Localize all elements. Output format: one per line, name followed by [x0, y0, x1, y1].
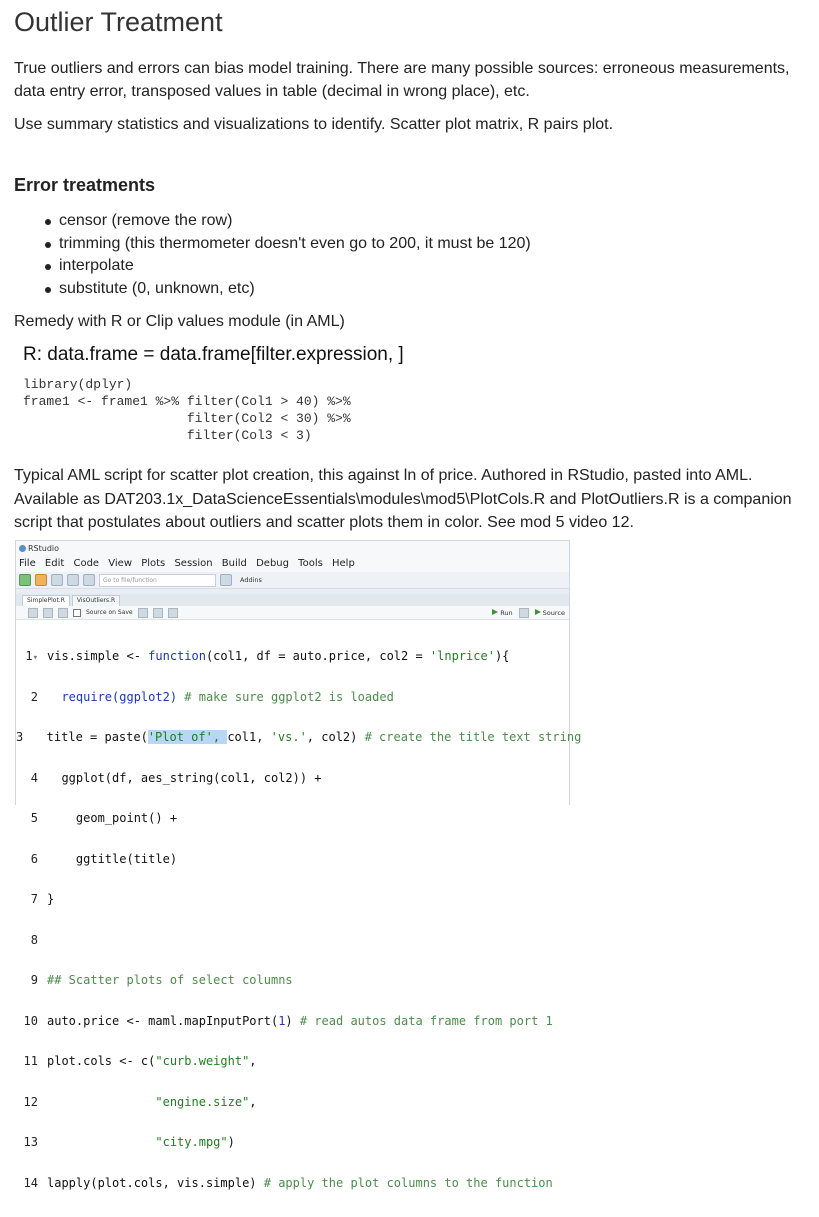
menu-tools[interactable]: Tools [298, 558, 323, 569]
back-icon[interactable] [28, 608, 38, 618]
line-number: 13 [23, 1135, 38, 1149]
line-number: 3 [16, 730, 24, 744]
menu-view[interactable]: View [108, 558, 133, 569]
menu-session[interactable]: Session [174, 558, 213, 569]
save-icon[interactable] [51, 574, 63, 586]
page [0, 0, 819, 535]
forward-icon[interactable] [43, 608, 53, 618]
code-line [16, 934, 569, 948]
line-number: 2 [30, 689, 38, 704]
aml-paragraph: Typical AML script for scatter plot creation, this against ln of price. Authored in RStudio, pasted into AML. Available as DAT203.1x_DataScienceEssentials\modules\mod5\PlotCols.R and PlotOutliers.R is a companion script that postulates about outliers and scatter plots them in color. See mod 5 video 12. [14, 467, 792, 531]
line-number: 6 [30, 851, 38, 866]
menu-file[interactable]: File [19, 558, 36, 569]
tab-visoutliers[interactable]: VisOutliers.R [72, 595, 120, 606]
source-on-save-checkbox[interactable] [73, 609, 81, 617]
source-label: Source [542, 609, 565, 617]
editor-run-group [492, 608, 565, 618]
code-line: 4 ggplot(df, aes_string(col1, col2)) + [16, 772, 569, 786]
addins-menu[interactable]: Addins [240, 576, 262, 584]
intro-paragraph: True outliers and errors can bias model training. There are many possible sources: erroneous measurements, data entry error, transposed values in table (decimal in wrong place), etc. [14, 60, 790, 100]
source-icon [535, 609, 541, 615]
goto-file-input[interactable]: Go to file/function [99, 574, 216, 587]
run-icon [492, 609, 498, 615]
main-toolbar [16, 572, 569, 589]
code-editor[interactable] [16, 620, 582, 1217]
search-icon[interactable] [138, 608, 148, 618]
source-on-save-label: Source on Save [86, 609, 133, 616]
menu-help[interactable]: Help [332, 558, 355, 569]
editor-toolbar [16, 606, 569, 620]
bullet-icon [45, 219, 51, 225]
line-number: 10 [23, 1013, 38, 1028]
editor-tabs [16, 594, 569, 606]
run-button[interactable] [492, 609, 512, 617]
identify-paragraph: Use summary statistics and visualizations to identify. Scatter plot matrix, R pairs plot. [14, 116, 614, 133]
list-item [59, 233, 805, 256]
treatments-list [14, 210, 805, 300]
code-line: 9 ## Scatter plots of select columns [16, 974, 569, 988]
code-line: filter(Col3 < 3) [23, 428, 312, 443]
menu-debug[interactable]: Debug [256, 558, 289, 569]
open-project-icon[interactable] [35, 574, 47, 586]
code-line: 2 require(ggplot2) # make sure ggplot2 is loaded [16, 691, 569, 705]
compile-report-icon[interactable] [168, 608, 178, 618]
list-item-text: substitute (0, unknown, etc) [59, 279, 255, 297]
rstudio-titlebar [16, 541, 569, 556]
source-button[interactable] [535, 609, 565, 617]
save-all-icon[interactable] [67, 574, 79, 586]
rstudio-screenshot [15, 540, 582, 1190]
list-item [59, 210, 805, 233]
code-line: 1▾ vis.simple <- function(col1, df = auto.price, col2 = 'lnprice'){ [16, 650, 569, 664]
page-title: Outlier Treatment [14, 7, 223, 37]
error-treatments-heading: Error treatments [14, 175, 156, 195]
bullet-icon [45, 264, 51, 270]
r-code-block [23, 376, 805, 444]
list-item-text: trimming (this thermometer doesn't even go to 200, it must be 120) [59, 234, 531, 252]
line-number: 8 [30, 932, 38, 947]
code-line: 5 geom_point() + [16, 812, 569, 826]
line-number: 12 [23, 1094, 38, 1109]
line-number: 9 [30, 973, 38, 987]
tab-simpleplot[interactable]: SimplePlot.R [22, 595, 70, 606]
list-item [59, 255, 805, 278]
rstudio-logo-icon [19, 545, 26, 552]
code-line: frame1 <- frame1 %>% filter(Col1 > 40) %>% [23, 394, 351, 409]
code-tools-icon[interactable] [153, 608, 163, 618]
list-item [59, 278, 805, 301]
run-label: Run [500, 609, 513, 617]
r-heading: R: data.frame = data.frame[filter.expression, ] [23, 344, 404, 365]
menu-plots[interactable]: Plots [141, 558, 166, 569]
code-line: library(dplyr) [23, 377, 133, 392]
bullet-icon [45, 287, 51, 293]
code-line: 3 title = paste('Plot of', col1, 'vs.', col2) # create the title text string [16, 730, 582, 744]
remedy-paragraph: Remedy with R or Clip values module (in AML) [14, 313, 345, 330]
line-number: 4 [30, 770, 38, 785]
list-item-text: interpolate [59, 257, 134, 274]
code-line: filter(Col2 < 30) %>% [23, 411, 351, 426]
line-number: 7 [30, 892, 38, 906]
menu-build[interactable]: Build [221, 558, 247, 569]
code-line: 14 lapply(plot.cols, vis.simple) # apply the plot columns to the function [16, 1177, 569, 1191]
line-number: 5 [30, 811, 38, 825]
code-line: 6 ggtitle(title) [16, 853, 569, 867]
list-item-text: censor (remove the row) [59, 212, 233, 229]
print-icon[interactable] [83, 574, 95, 586]
workspace-panes-icon[interactable] [220, 574, 232, 586]
code-line: 7 } [16, 893, 569, 907]
bullet-icon [45, 242, 51, 248]
code-line: 11 plot.cols <- c("curb.weight", [16, 1055, 569, 1069]
menu-bar [16, 556, 569, 572]
menu-code[interactable]: Code [73, 558, 100, 569]
line-number: 11 [23, 1054, 38, 1068]
code-line: 10 auto.price <- maml.mapInputPort(1) # read autos data frame from port 1 [16, 1015, 569, 1029]
line-number: 14 [23, 1175, 38, 1190]
show-in-window-icon[interactable] [58, 608, 68, 618]
code-line: 13 "city.mpg") [16, 1136, 569, 1150]
code-line: 12 "engine.size", [16, 1096, 569, 1110]
line-number: 1▾ [25, 649, 38, 663]
rerun-icon[interactable] [519, 608, 529, 618]
window-title: RStudio [28, 544, 60, 553]
new-file-icon[interactable] [19, 574, 31, 586]
menu-edit[interactable]: Edit [44, 558, 65, 569]
